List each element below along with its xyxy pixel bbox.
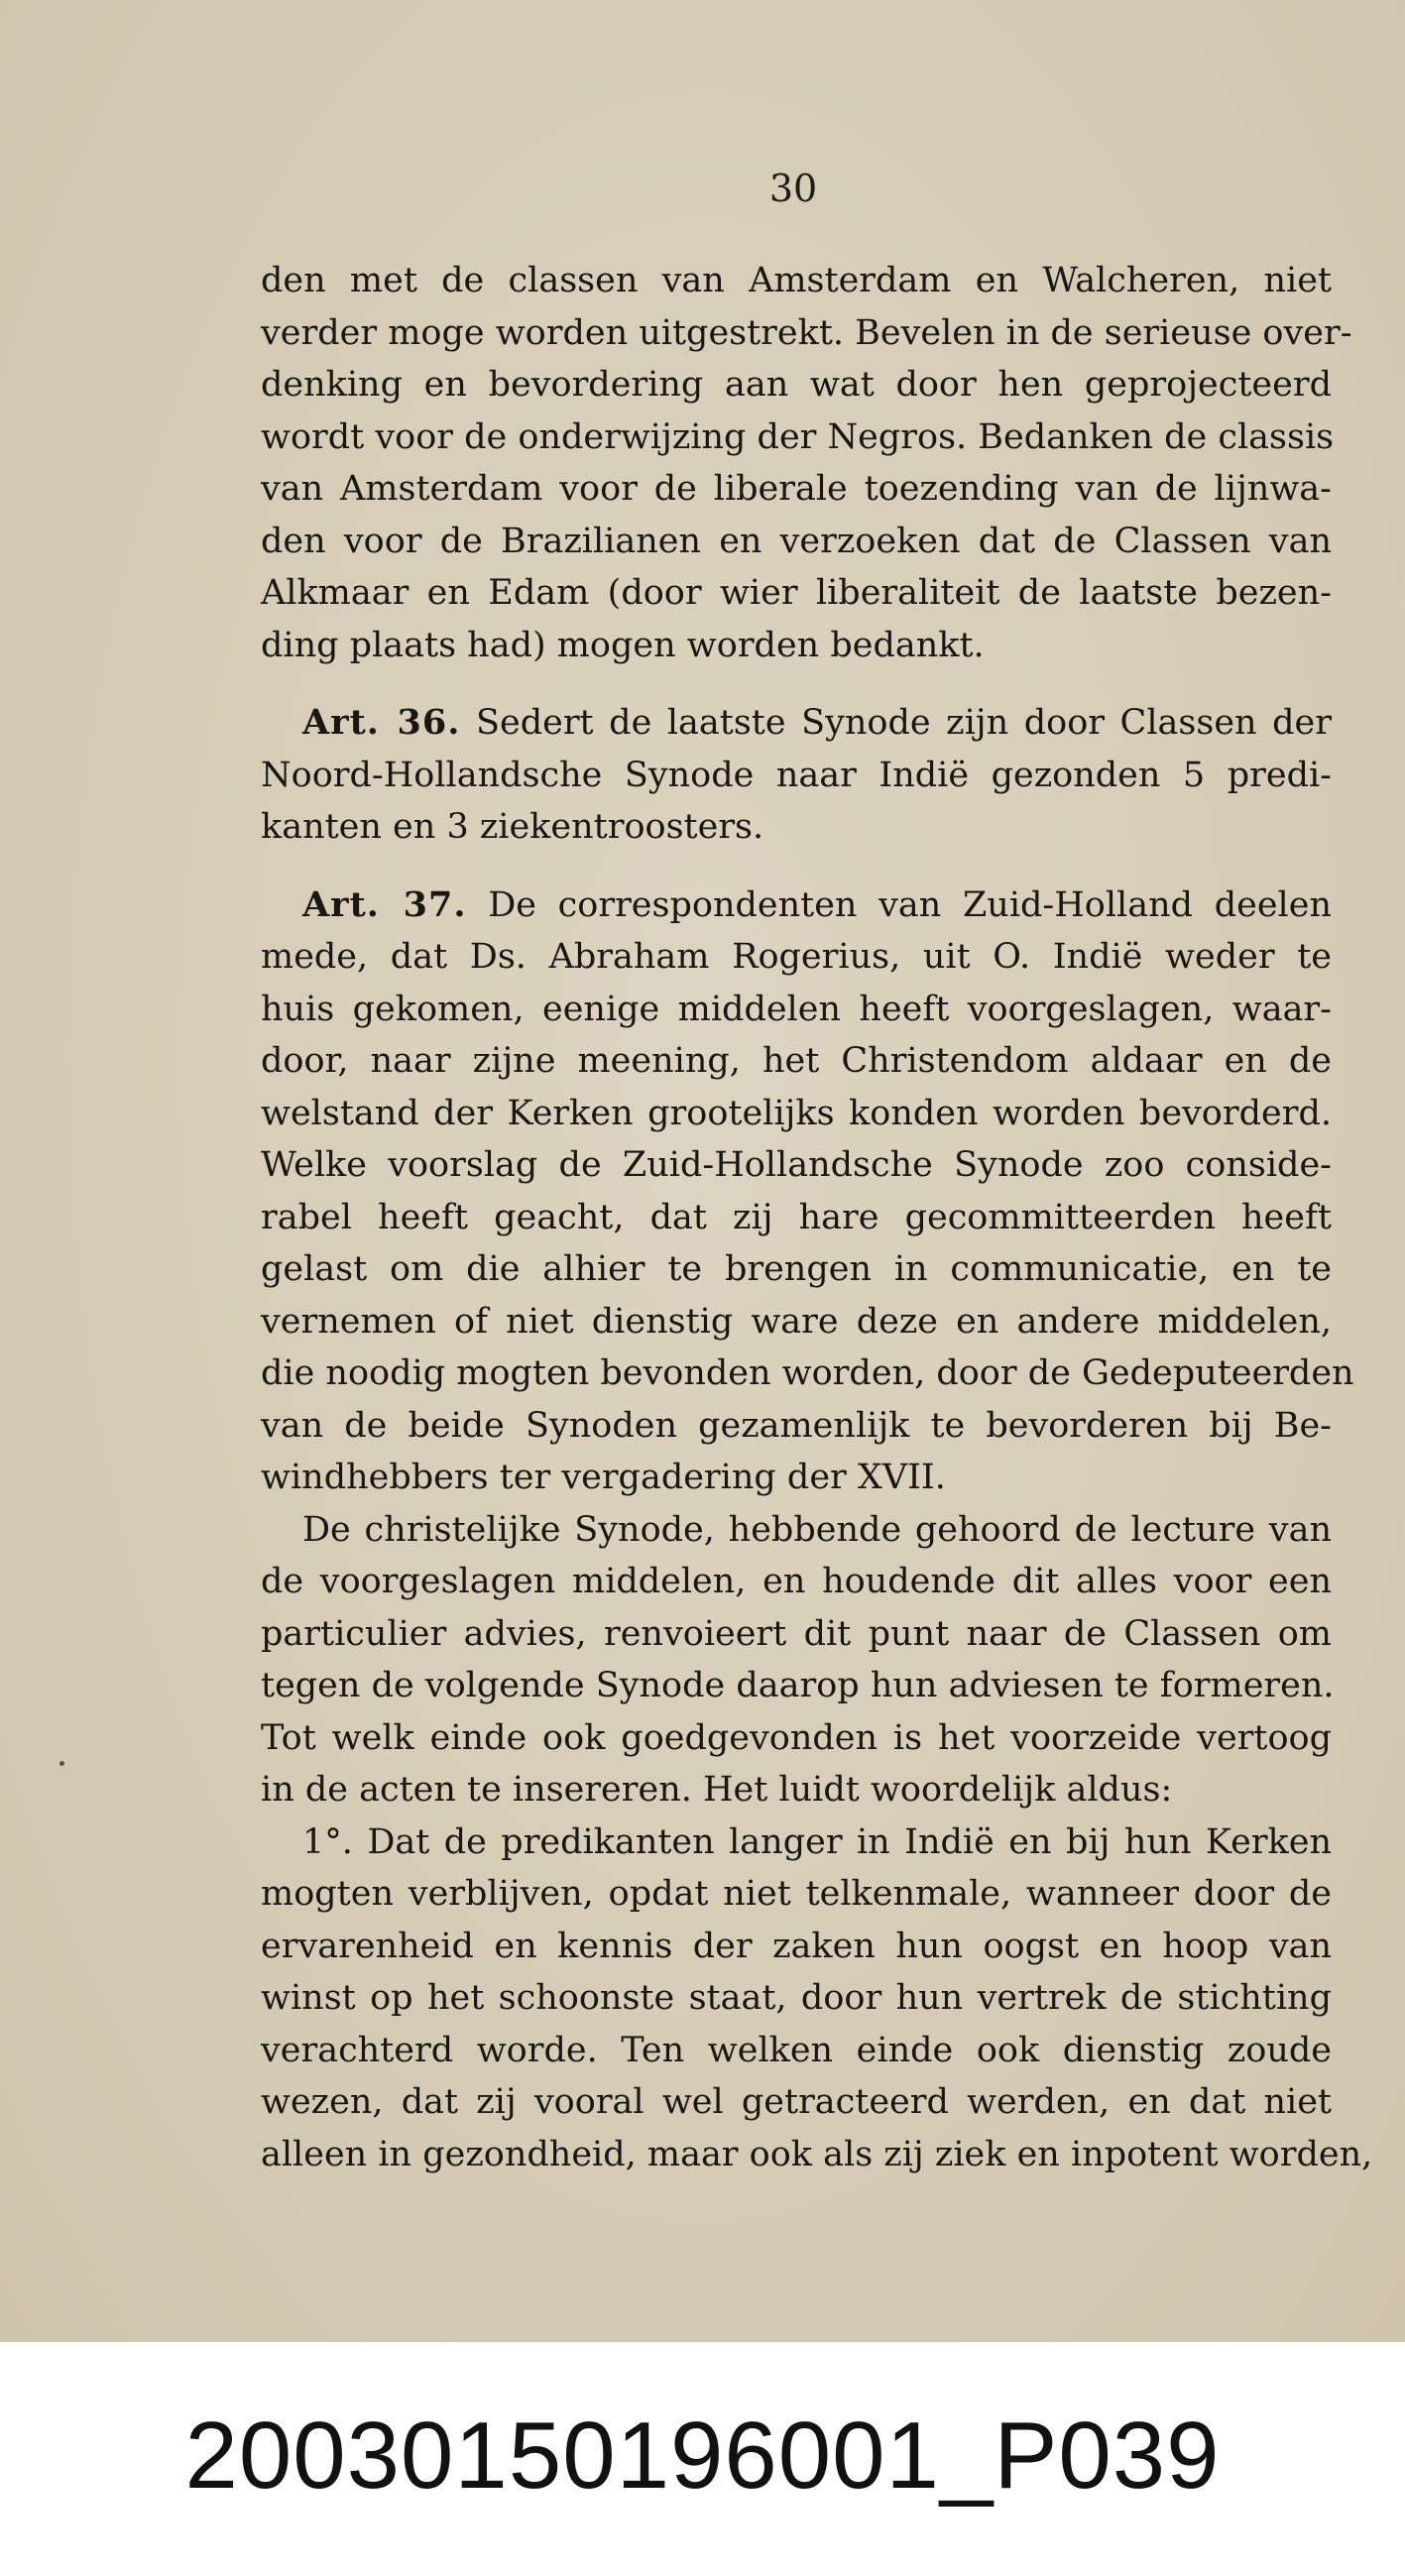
text-line: rabel heeft geacht, dat zij hare gecommitteerden heeft [261,1197,1332,1237]
text-line: verder moge worden uitgestrekt. Bevelen in de serieuse over- [261,312,1352,353]
text-line: alleen in gezondheid, maar ook als zij ziek en inpotent worden, [261,2134,1373,2174]
text-line: wezen, dat zij vooral wel getracteerd werden, en dat niet [261,2082,1332,2122]
text-line: windhebbers ter vergadering der XVII. [261,1458,946,1497]
text-line: ding plaats had) mogen worden bedankt. [261,625,985,665]
text-line: tegen de volgende Synode daarop hun adviesen te formeren. [261,1666,1335,1705]
text-line: van de beide Synoden gezamenlijk te bevorderen bij Be- [261,1405,1332,1446]
text-line: Tot welk einde ook goedgevonden is het voorzeide vertoog [261,1717,1332,1758]
text-line: kanten en 3 ziekentroosters. [261,807,764,847]
paper-speck [59,1761,64,1766]
article-36-heading-line [261,697,1332,750]
text-line: de voorgeslagen middelen, en houdende dit alles voor een [261,1562,1332,1601]
image-id-label: 20030150196001_P039 [184,2402,1221,2509]
text-line: 1°. Dat de predikanten langer in Indië en bij hun Kerken [302,1821,1332,1862]
text-line: die noodig mogten bevonden worden, door de Gedeputeerden [261,1353,1354,1393]
text-line: De christelijke Synode, hebbende gehoord de lecture van [302,1509,1332,1550]
text-line: ervarenheid en kennis der zaken hun oogst en hoop van [261,1926,1332,1966]
article-37-label: Art. 37. [302,883,467,925]
text-line: mogten verblijven, opdat niet telkenmale, wanneer door de [261,1874,1332,1914]
text-line: Noord-Hollandsche Synode naar Indië gezonden 5 predi- [261,755,1332,795]
text-line: gelast om die alhier te brengen in communicatie, en te [261,1249,1332,1289]
text-line: den met de classen van Amsterdam en Walcheren, niet [261,261,1332,300]
text-line: door, naar zijne meening, het Christendom aldaar en de [261,1041,1332,1081]
text-line: denking en bevordering aan wat door hen geprojecteerd [261,365,1332,405]
text-line: van Amsterdam voor de liberale toezending van de lijnwa- [261,469,1332,509]
text-line: verachterd worde. Ten welken einde ook dienstig zoude [261,2030,1332,2070]
article-36-label: Art. 36. [302,702,461,743]
text-line: welstand der Kerken grootelijks konden worden bevorderd. [261,1093,1332,1133]
text-line: particulier advies, renvoieert dit punt naar de Classen om [261,1613,1332,1654]
text-line: huis gekomen, eenige middelen heeft voorgeslagen, waar- [261,989,1332,1029]
text-line: Welke voorslag de Zuid-Hollandsche Synode zoo conside- [261,1145,1332,1185]
article-37-heading-line [261,879,1332,932]
text-line: in de acten te insereren. Het luidt woordelijk aldus: [261,1770,1173,1810]
text-line: Alkmaar en Edam (door wier liberaliteit de laatste bezen- [261,573,1332,613]
text-line: mede, dat Ds. Abraham Rogerius, uit O. Indië weder te [261,937,1332,977]
article-37-first-line: De correspondenten van Zuid-Holland deelen [488,884,1332,925]
paragraph-gap [261,671,1332,697]
paragraph-gap [261,854,1332,879]
text-line: vernemen of niet dienstig ware deze en andere middelen, [261,1301,1332,1342]
article-36-first-line: Sedert de laatste Synode zijn door Classen der [476,703,1332,743]
body-text [261,255,1373,2180]
text-line: den voor de Brazilianen en verzoeken dat de Classen van [261,521,1332,561]
page-number: 30 [768,167,818,210]
footer-strip [0,2342,1405,2576]
text-line: wordt voor de onderwijzing der Negros. Bedanken de classis [261,416,1335,457]
text-line: winst op het schoonste staat, door hun vertrek de stichting [261,1978,1332,2018]
